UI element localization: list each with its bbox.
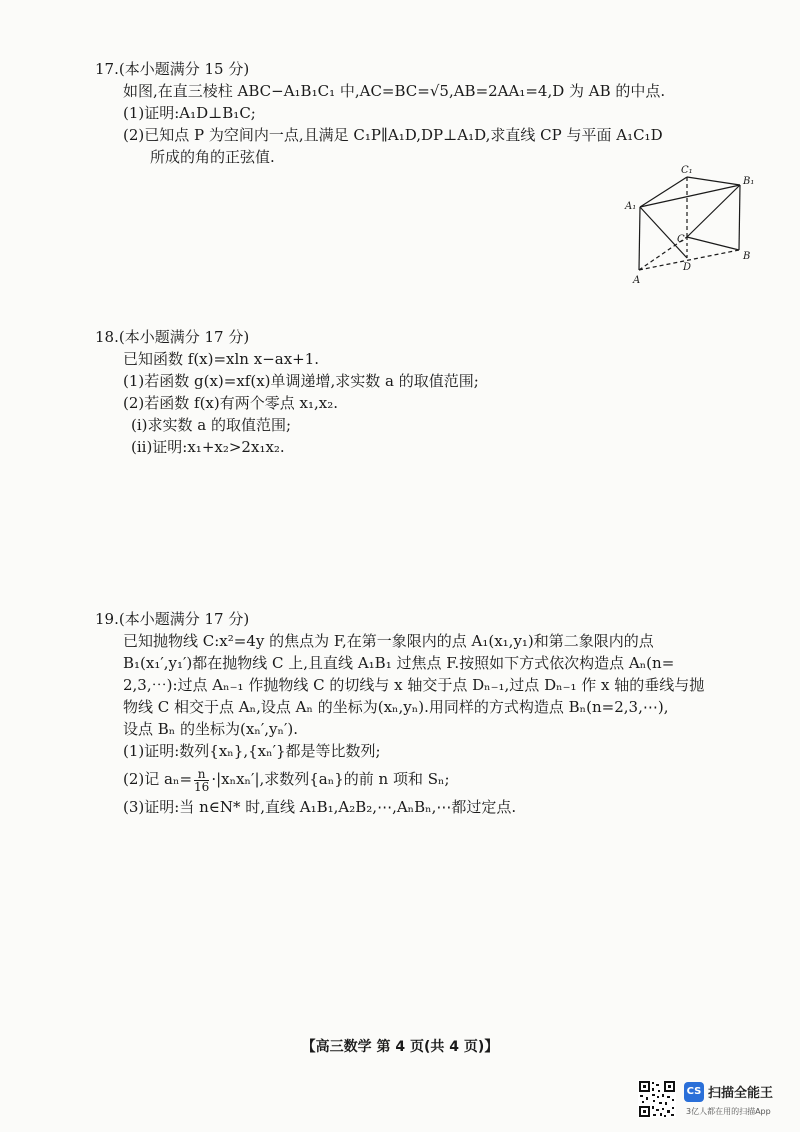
edge-cb — [687, 237, 739, 250]
watermark-subtitle: 3亿人都在用的扫描App — [686, 1107, 771, 1116]
q19-stem-line-2: B₁(x₁′,y₁′)都在抛物线 C 上,且直线 A₁B₁ 过焦点 F.按照如下方式依次构造点 Aₙ(n= — [123, 654, 675, 672]
question-19 — [95, 608, 765, 818]
q17-part-2: (2)已知点 P 为空间内一点,且满足 C₁P∥A₁D,DP⊥A₁D,求直线 CP 与平面 A₁C₁D — [123, 126, 663, 144]
q18-part-2-ii: (ii)证明:x₁+x₂>2x₁x₂. — [131, 438, 285, 456]
label-c: C — [677, 234, 685, 245]
q19-stem-line-3: 2,3,⋯):过点 Aₙ₋₁ 作抛物线 C 的切线与 x 轴交于点 Dₙ₋₁,过点 Dₙ₋₁ 作 x 轴的垂线与抛 — [123, 676, 705, 694]
label-d: D — [683, 262, 692, 273]
prism-figure — [615, 162, 780, 287]
label-c1: C₁ — [681, 165, 693, 176]
q19-part-2-suffix: ·|xₙxₙ′|,求数列{aₙ}的前 n 项和 Sₙ; — [211, 770, 450, 788]
segment-a1d — [640, 207, 687, 258]
page-footer: 【高三数学 第 4 页(共 4 页)】 — [301, 1039, 499, 1055]
q18-part-2: (2)若函数 f(x)有两个零点 x₁,x₂. — [123, 394, 338, 412]
fraction-denominator: 16 — [194, 779, 210, 794]
edge-c1b1 — [687, 177, 740, 185]
q18-part-1: (1)若函数 g(x)=xf(x)单调递增,求实数 a 的取值范围; — [123, 372, 479, 390]
edge-a1b1 — [640, 185, 740, 207]
q19-part-1: (1)证明:数列{xₙ},{xₙ′}都是等比数列; — [123, 742, 381, 760]
label-b1: B₁ — [743, 176, 755, 187]
label-a1: A₁ — [625, 201, 637, 212]
watermark-title: 扫描全能王 — [708, 1086, 774, 1101]
q19-stem-line-4: 物线 C 相交于点 Aₙ,设点 Aₙ 的坐标为(xₙ,yₙ).用同样的方式构造点 Bₙ(n=2,3,⋯), — [123, 698, 669, 716]
label-b: B — [743, 251, 751, 262]
q19-heading: 19.(本小题满分 17 分) — [95, 610, 250, 628]
q18-part-2-i: (i)求实数 a 的取值范围; — [131, 416, 292, 434]
q17-part-1: (1)证明:A₁D⊥B₁C; — [123, 104, 256, 122]
q17-heading: 17.(本小题满分 15 分) — [95, 60, 250, 78]
label-a: A — [633, 275, 641, 286]
edge-aa1 — [639, 207, 640, 270]
qr-code-icon — [638, 1080, 676, 1118]
q19-part-2 — [123, 762, 765, 796]
q19-part-2-prefix: (2)记 aₙ= — [123, 770, 193, 788]
q17-part-2-continued: 所成的角的正弦值. — [150, 148, 275, 166]
q18-heading: 18.(本小题满分 17 分) — [95, 328, 250, 346]
q19-stem-line-1: 已知抛物线 C:x²=4y 的焦点为 F,在第一象限内的点 A₁(x₁,y₁)和第二象限内的点 — [123, 632, 654, 650]
question-17 — [95, 58, 765, 168]
fraction-numerator: n — [194, 768, 209, 781]
segment-b1c — [687, 185, 740, 237]
scanner-watermark — [638, 1078, 788, 1120]
q17-stem: 如图,在直三棱柱 ABC−A₁B₁C₁ 中,AC=BC=√5,AB=2AA₁=4,D 为 AB 的中点. — [123, 82, 666, 100]
edge-a1c1 — [640, 177, 687, 207]
q18-stem: 已知函数 f(x)=xln x−ax+1. — [123, 350, 320, 368]
q19-part-3: (3)证明:当 n∈N* 时,直线 A₁B₁,A₂B₂,⋯,AₙBₙ,⋯都过定点. — [123, 798, 517, 816]
q19-stem-line-5: 设点 Bₙ 的坐标为(xₙ′,yₙ′). — [123, 720, 299, 738]
question-18 — [95, 326, 765, 458]
fraction — [194, 768, 209, 793]
edge-bb1 — [739, 185, 740, 250]
camscanner-logo-icon: CS — [684, 1082, 704, 1102]
